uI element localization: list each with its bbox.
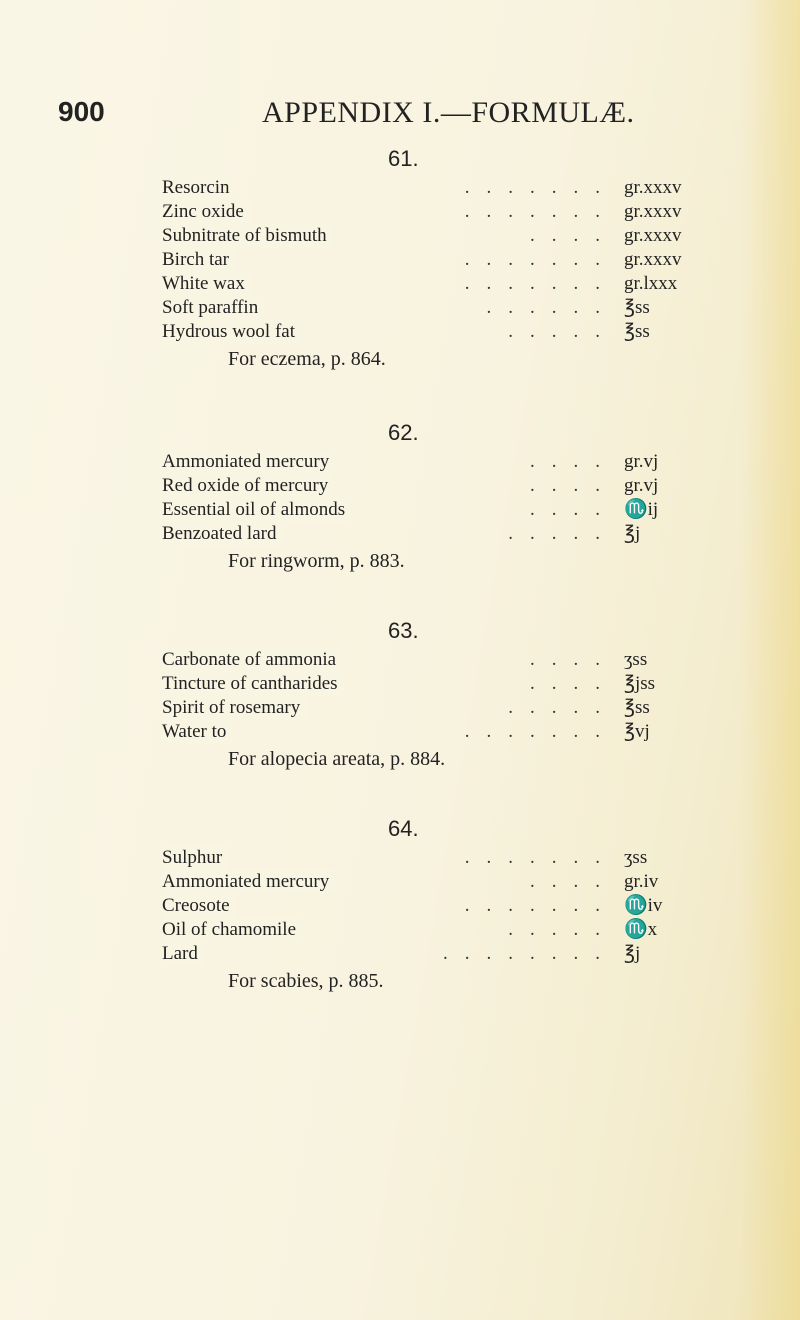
ingredient-quantity: ℥vj (624, 721, 650, 742)
ingredient-quantity: gr.iv (624, 871, 659, 892)
formula-number: 62. (388, 420, 419, 445)
ingredient-name: Tincture of cantharides (162, 672, 344, 696)
usage-note: For scabies, p. 885. (228, 970, 384, 992)
dot-leader: ..... (508, 321, 617, 342)
dot-leader: .... (530, 451, 617, 472)
ingredient-name: Oil of chamomile (162, 918, 302, 942)
dot-leader: ....... (464, 847, 617, 868)
ingredient-name: Subnitrate of bismuth (162, 224, 333, 248)
dot-leader: ....... (464, 721, 617, 742)
dot-leader: ..... (508, 919, 617, 940)
ingredient-row (162, 942, 722, 966)
ingredient-name: Essential oil of almonds (162, 498, 351, 522)
ingredient-row (162, 474, 722, 498)
dot-leader: ....... (464, 177, 617, 198)
ingredient-row (162, 846, 722, 870)
ingredient-row (162, 918, 722, 942)
ingredient-row (162, 272, 722, 296)
ingredient-row (162, 870, 722, 894)
running-head: APPENDIX I.—FORMULÆ. (262, 96, 635, 129)
ingredient-quantity: ℥ss (624, 321, 650, 342)
dot-leader: ....... (464, 273, 617, 294)
ingredient-quantity: ℥ss (624, 697, 650, 718)
ingredient-row (162, 672, 722, 696)
dot-leader: .... (530, 871, 617, 892)
ingredient-quantity: ♏x (624, 919, 658, 940)
ingredient-name: Spirit of rosemary (162, 696, 306, 720)
ingredient-name: Carbonate of ammonia (162, 648, 342, 672)
ingredient-name: Ammoniated mercury (162, 870, 335, 894)
ingredient-name: Soft paraffin (162, 296, 264, 320)
ingredient-name: Benzoated lard (162, 522, 282, 546)
formula-number: 64. (388, 816, 419, 841)
ingredient-row (162, 522, 722, 546)
ingredient-name: White wax (162, 272, 251, 296)
ingredient-quantity: gr.vj (624, 451, 659, 472)
formula-number: 63. (388, 618, 419, 643)
dot-leader: ..... (508, 523, 617, 544)
ingredient-name: Water to (162, 720, 232, 744)
dot-leader: .... (530, 225, 617, 246)
ingredient-quantity: ℥j (624, 943, 641, 964)
usage-note: For ringworm, p. 883. (228, 550, 405, 572)
ingredient-name: Creosote (162, 894, 236, 918)
ingredient-quantity: gr.vj (624, 475, 659, 496)
ingredient-quantity: ℥j (624, 523, 641, 544)
ingredient-quantity: ℥ss (624, 297, 650, 318)
ingredient-quantity: ♏ij (624, 499, 659, 520)
ingredient-quantity: gr.xxxv (624, 201, 682, 222)
ingredient-row (162, 224, 722, 248)
ingredient-row (162, 648, 722, 672)
ingredient-quantity: gr.xxxv (624, 177, 682, 198)
dot-leader: .... (530, 475, 617, 496)
ingredient-name: Red oxide of mercury (162, 474, 334, 498)
ingredient-quantity: ʒss (624, 649, 648, 670)
dot-leader: ........ (443, 943, 617, 964)
ingredient-row (162, 296, 722, 320)
ingredient-quantity: gr.lxxx (624, 273, 678, 294)
formula-number: 61. (388, 146, 419, 171)
ingredient-row (162, 176, 722, 200)
dot-leader: ...... (486, 297, 617, 318)
dot-leader: ....... (464, 895, 617, 916)
usage-note: For eczema, p. 864. (228, 348, 386, 370)
ingredient-name: Ammoniated mercury (162, 450, 335, 474)
ingredient-quantity: ʒss (624, 847, 648, 868)
ingredient-name: Hydrous wool fat (162, 320, 301, 344)
ingredient-quantity: ℥jss (624, 673, 656, 694)
ingredient-quantity: gr.xxxv (624, 225, 682, 246)
ingredient-name: Lard (162, 942, 204, 966)
ingredient-row (162, 248, 722, 272)
ingredient-row (162, 696, 722, 720)
page-number: 900 (58, 96, 105, 127)
dot-leader: .... (530, 673, 617, 694)
page-edge-discoloration (740, 0, 800, 1320)
dot-leader: .... (530, 649, 617, 670)
ingredient-name: Zinc oxide (162, 200, 250, 224)
ingredient-name: Birch tar (162, 248, 235, 272)
dot-leader: ....... (464, 249, 617, 270)
dot-leader: ....... (464, 201, 617, 222)
ingredient-name: Sulphur (162, 846, 228, 870)
page-header (0, 96, 800, 136)
ingredient-row (162, 200, 722, 224)
ingredient-quantity: gr.xxxv (624, 249, 682, 270)
ingredient-name: Resorcin (162, 176, 236, 200)
ingredient-quantity: ♏iv (624, 895, 663, 916)
usage-note: For alopecia areata, p. 884. (228, 748, 446, 770)
dot-leader: .... (530, 499, 617, 520)
dot-leader: ..... (508, 697, 617, 718)
ingredient-row (162, 720, 722, 744)
ingredient-row (162, 498, 722, 522)
ingredient-row (162, 320, 722, 344)
ingredient-row (162, 450, 722, 474)
ingredient-row (162, 894, 722, 918)
